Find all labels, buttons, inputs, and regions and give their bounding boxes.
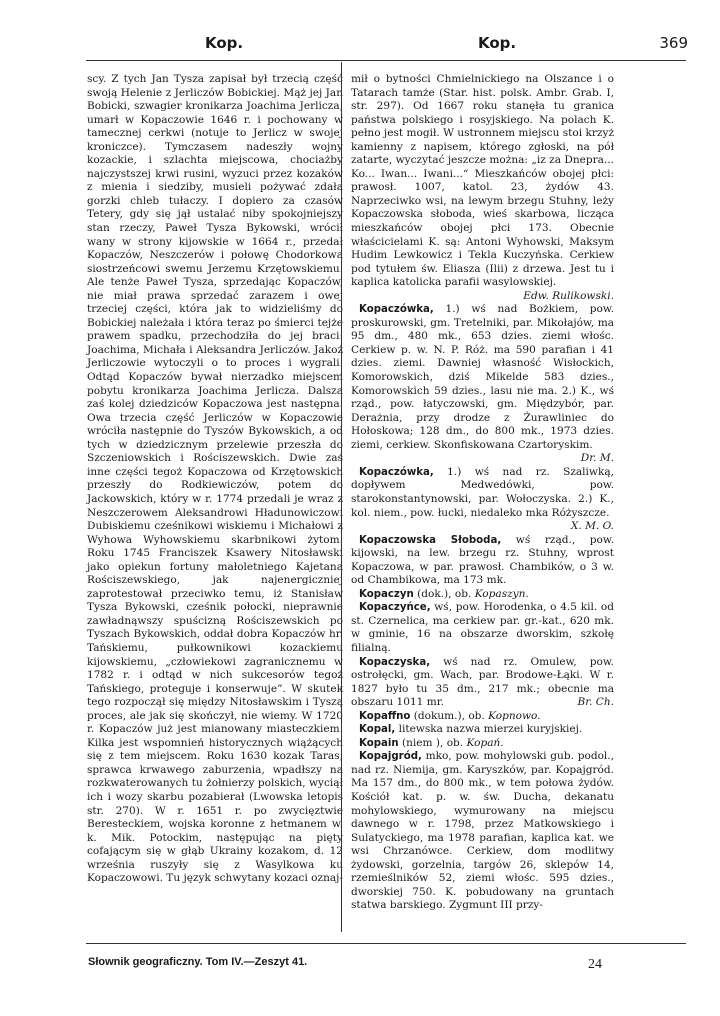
header-rule [86,60,686,61]
dictionary-entry [351,723,614,737]
entry-headword: Kopaczyńce, [359,602,431,614]
continued-paragraph [87,73,343,886]
dictionary-entry [351,303,614,466]
left-text-column [87,73,343,886]
author-signature: Dr. M. [580,452,614,465]
dictionary-entry [351,601,614,655]
dictionary-entry [351,710,614,724]
entry-text: litewska nazwa mierzei kuryjskiej. [395,723,583,736]
dictionary-entry [351,534,614,588]
entry-text: mko, pow. mohylowski gub. podol., nad rz. Niemija, gm. Karyszków, par. Kopajgród. Ma 157 dm., do 800 mk., w tem połowa żydów. Kościół kat. p. w. św. Ducha, dekanatu mohylowskiego, wymurowany na miejscu dawnego w r. 1798, przez Matkowskiego i Sulatyckiego, ma 1978 parafian, kaplica kat. we wsi Chrzanówce. Cerkiew, dom modlitwy żydowski, gorzelnia, targów 26, sklepów 14, rzemieślników 52, ziemi włośc. 595 dzies., dworskiej 750. K. pobudowany na gruntach statwa barskiego. Zygmunt III przy- [351,750,614,912]
column-divider [341,62,342,932]
cross-reference: Kopnowo. [488,709,541,722]
entry-headword: Kopal, [359,724,396,736]
entry-text: (dok.), ob. [413,587,475,600]
dictionary-entry [351,588,614,602]
running-header [0,34,720,58]
header-right-keyword: Kop. [478,34,517,52]
entry-text: mił o bytności Chmielnickiego na Olszance i o Tatarach tamże (Star. hist. polsk. Ambr. Grab. I, str. 297). Od 1667 roku stanęła tu granica państwa polskiego i rosyjskiego. Na polach K. pełno jest mogił. W ustronnem miejscu stoi krzyż kamienny z napisem, którego zgłoski, na pół zatarte, wyczytać jeszcze można: „iz za Dnepra... Ko... Iwan... Iwani...“ Mieszkańców obojej płci: prawosł. 1007, katol. 23, żydów 43. Naprzeciwko wsi, na lewym brzegu Stuhny, leży Kopaczowska słoboda, wieś skarbowa, licząca mieszkańców obojej płci 173. Obecnie właścicielami K. są: Antoni Wyhowski, Maksym Hudim Lewkowicz i Tekla Kuczyńska. Cerkiew pod tytułem św. Eliasza (Ilii) z drzewa. Jest tu i kaplica katolicka parafii wasylowskiej. [351,73,614,289]
entry-text: scy. Z tych Jan Tysza zapisał był trzecią część swoją Helenie z Jerliczów Bobickiej. Mąż jej Jan Bobicki, szwagier kronikarza Joachima Jerlicza, umarł w Kopaczowie 1646 r. i pochowany w tamecznej cerkwi (notuje to Jerlicz w swojej kroniczce). Tymczasem nadeszły wojny kozackie, i szlachta miejscowa, chociażby najczystszej krwi rusini, wyzuci przez kozaków z mienia i siedziby, musieli pożywać zdała gorzki chleb tułaczy. I dopiero za czasów Tetery, gdy się jął ustalać niby spokojniejszy stan rzeczy, Paweł Tysza Bykowski, wrócił wany w strony kijowskie w 1664 r., przedał Kopaczów, Neszczerów i połowę Chodorkowa siostrzeńcowi swemu Jerzemu Krzętowskiemu. Ale tenże Paweł Tysza, sprzedając Kopaczów, nie miał prawa sprzedać zarazem i owej trzeciej części, która jak to widzieliśmy do Bobickiej należała i która teraz po śmierci tejże prawem spadku, przechodziła do jej braci: Joachima, Michała i Aleksandra Jerliczów. Jakoż Jerliczowie wytoczyli o to proces i wygrali. Odtąd Kopaczów bywał nierzadko miejscem pobytu kronikarza Joachima Jerlicza. Dalsza zaś kolej dziedziców Kopaczowa jest następna. Owa trzecia część Jerliczów w Kopaczowie wróciła następnie do Tyszów Bykowskich, a od tych w dziedzicznym przelewie przeszła do Szczeniowskich i Rościszewskich. Dwie zaś inne części tegoż Kopaczowa od Krzętowskich przeszły do Rodkiewiczów, potem do Jackowskich, który w r. 1774 przedali je wraz z Neszczerowem Aleksandrowi Hładunowiczowi Dubiskiemu cześnikowi wiskiemu i Michałowi z Wyhowa Wyhowskiemu skarbnikowi żytom. Roku 1745 Franciszek Ksawery Nitosławski jako opiekun fortuny małoletniego Kajetana Rościszewskiego, jak najenergiczniej zaprotestował przeciwko temu, iż Stanisław Tysza Bykowski, cześnik połocki, nieprawnie zawładnąwszy spuścizną Rościszewskich po Tyszach Bykowskich, oddał dobra Kopaczów hr. Tańskiemu, pułkownikowi kozackiemu kijowskiemu, „człowiekowi zagranicznemu w 1782 r. i odtąd w nich sukcesorów tegoż Tańskiego, proteguje i konserwuje”. W skutek tego rozpoczął się między Nitosławskim i Tyszą proces, ale jak się skończył, nie wiemy. W 1720 r. Kopaczów już jest mianowany miasteczkiem. Kilka jest wspomnień historycznych wiążących się z tem miejscem. Roku 1630 kozak Taras, sprawca krwawego zaburzenia, wpadłszy na rozkwaterowanych tu żołnierzy polskich, wyciął ich i wozy skarbu pozabierał (Lwowska letopis str. 270). W r. 1651 r. po zwycięztwie Beresteckiem, wojska koronne z hetmanem w. k. Mik. Potockim, następując na pięty cofającym się w głąb Ukrainy kozakom, d. 12 września ruszyły się z Wasylkowa ku Kopaczowowi. Tu język schwytany kozaci oznaj- [87,73,343,885]
cross-reference: Kopań. [466,736,504,749]
dictionary-entry [351,737,614,751]
author-signature: Edw. Rulikowski. [523,289,614,302]
entry-headword: Kopaczyn [359,588,414,600]
entry-headword: Kopaffno [359,710,411,722]
footer-rule [86,943,686,944]
footer-publication-title: Słownik geograficzny. Tom IV.—Zeszyt 41. [88,956,308,968]
entry-text: wś nad rz. Omulew, pow. ostrołęcki, gm. Wach, par. Brodowe-Łąki. W r. 1827 było tu 35 dm., 217 mk.; obecnie ma obszaru 1011 mr. [351,655,614,709]
cross-reference: Kopaszyn. [474,587,529,600]
right-text-column [351,73,614,913]
footer-signature-number: 24 [588,957,602,972]
continued-paragraph [351,73,614,303]
entry-text: (dokum.), ob. [410,709,489,722]
entry-text: 1.) wś nad rz. Szaliwką, dopływem Medwedówki, pow. starokonstantynowski, par. Wołoczyska. 2.) K., kol. niem., pow. łucki, niedaleko mka Różyszcze. [351,465,614,519]
entry-text: 1.) wś nad Bożkiem, pow. proskurowski, gm. Tretelniki, par. Mikołajów, ma 95 dm., 480 mk., 653 dzies. ziemi włośc. Cerkiew p. w. N. P. Róż. ma 590 parafian i 41 dzies. ziemi. Dawniej własność Wisłockich, Komorowskich, dziś Mikelde 583 dzies., Komorowskich 59 dzies., lasu nie ma. 2.) K., wś rząd., pow. łatyczowski, gm. Międzybór, par. Derażnia, przy drodze z Żurawliniec do Hołoskowa; 128 dm., do 800 mk., 1973 dzies. ziemi, cerkiew. Skonfiskowana Czartoryskim. [351,303,614,451]
entry-text: (niem ), ob. [398,736,467,749]
entry-headword: Kopain [359,737,399,749]
entry-headword: Kopaczówka, [359,466,434,478]
entry-headword: Kopaczówka, [359,304,434,316]
author-signature: Br. Ch. [577,696,614,709]
page-number: 369 [659,34,688,52]
author-signature: X. M. O. [570,520,614,533]
entry-headword: Kopaczyska, [359,656,431,668]
header-left-keyword: Kop. [205,34,244,52]
dictionary-entry [351,656,614,710]
entry-headword: Kopaczowska Słoboda, [359,534,502,546]
dictionary-entry [351,466,614,534]
entry-text: wś rząd., pow. kijowski, na lew. brzegu rz. Stuhny, wprost Kopaczowa, w par. prawosł. Chambików, o 3 w. od Chambikowa, ma 173 mk. [351,533,615,587]
entry-text: wś, pow. Horodenka, o 4.5 kil. od st. Czernelica, ma cerkiew par. gr.-kat., 620 mk. w gminie, 16 na obszarze dworskim, szkołę filialną. [351,601,614,654]
dictionary-entry [351,750,614,913]
entry-headword: Kopajgród, [359,751,422,763]
